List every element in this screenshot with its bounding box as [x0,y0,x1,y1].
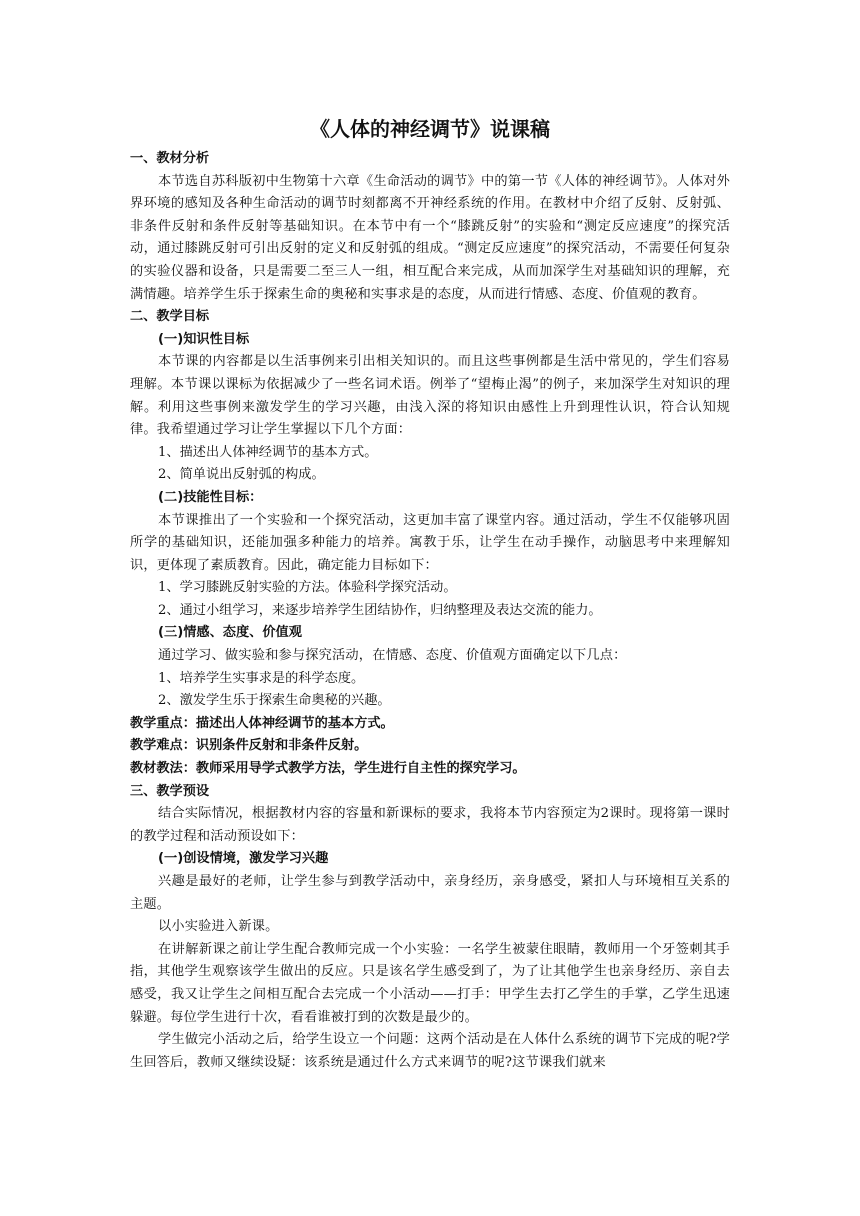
list-item: 2、激发学生乐于探索生命奥秘的兴趣。 [158,693,391,709]
section-heading-preset: 三、教学预设 [130,783,210,799]
document-body [130,110,730,1074]
subsection-heading-attitude: (三)情感、态度、价值观 [158,625,302,641]
paragraph: 以小实验进入新课。 [158,919,279,935]
list-item: 1、学习膝跳反射实验的方法。体验科学探究活动。 [158,580,457,596]
section-heading-analysis: 一、教材分析 [130,151,210,166]
subsection-heading-skills: (二)技能性目标： [158,489,263,505]
paragraph: 本节课的内容都是以生活事例来引出相关知识的。而且这些事例都是生活中常见的，学生们容易理解。本节课以课标为依据减少了一些名词术语。例举了“望梅止渴”的例子，来加深学生对知识的理解。利用这些事例来激发学生的学习兴趣，由浅入深的将知识由感性上升到理性认识，符合认知规律。我希望通过学习让学生掌握以下几个方面： [130,354,730,438]
subsection-heading-situation: (一)创设情境，激发学习兴趣 [158,851,329,867]
paragraph: 通过学习、做实验和参与探究活动，在情感、态度、价值观方面确定以下几点： [158,648,627,664]
paragraph: 学生做完小活动之后，给学生设立一个问题：这两个活动是在人体什么系统的调节下完成的呢?学生回答后，教师又继续设疑：该系统是通过什么方式来调节的呢?这节课我们就来 [130,1032,730,1070]
paragraph: 兴趣是最好的老师，让学生参与到教学活动中，亲身经历，亲身感受，紧扣人与环境相互关系的主题。 [130,874,730,912]
paragraph: 在讲解新课之前让学生配合教师完成一个小实验：一名学生被蒙住眼睛，教师用一个牙签刺其手指，其他学生观察该学生做出的反应。只是该名学生感受到了，为了让其他学生也亲身经历、亲自去感受，我又让学生之间相互配合去完成一个小活动——打手：甲学生去打乙学生的手掌，乙学生迅速躲避。每位学生进行十次，看看谁被打到的次数是最少的。 [130,941,730,1025]
subsection-heading-knowledge: (一)知识性目标 [158,331,250,347]
list-item: 2、通过小组学习，来逐步培养学生团结协作，归纳整理及表达交流的能力。 [158,602,602,618]
paragraph: 本节课推出了一个实验和一个探究活动，这更加丰富了课堂内容。通过活动，学生不仅能够巩固所学的基础知识，还能加强多种能力的培养。寓教于乐，让学生在动手操作，动脑思考中来理解知识，更体现了素质教育。因此，确定能力目标如下： [130,512,730,573]
teaching-method: 教材教法：教师采用导学式教学方法，学生进行自主性的探究学习。 [130,761,526,777]
list-item: 2、简单说出反射弧的构成。 [158,467,325,483]
paragraph: 本节选自苏科版初中生物第十六章《生命活动的调节》中的第一节《人体的神经调节》。人体对外界环境的感知及各种生命活动的调节时刻都离不开神经系统的作用。在教材中介绍了反射、反射弧、非条件反射和条件反射等基础知识。在本节中有一个“膝跳反射”的实验和“测定反应速度”的探究活动，通过膝跳反射可引出反射的定义和反射弧的组成。“测定反应速度”的探究活动，不需要任何复杂的实验仪器和设备，只是需要二至三人一组，相互配合来完成，从而加深学生对基础知识的理解，充满情趣。培养学生乐于探索生命的奥秘和实事求是的态度，从而进行情感、态度、价值观的教育。 [130,173,730,302]
list-item: 1、培养学生实事求是的科学态度。 [158,670,365,686]
document-title: 《人体的神经调节》说课稿 [310,117,550,141]
list-item: 1、描述出人体神经调节的基本方式。 [158,444,378,460]
paragraph: 结合实际情况，根据教材内容的容量和新课标的要求，我将本节内容预定为2课时。现将第一课时的教学过程和活动预设如下： [130,806,730,844]
difficult-point: 教学难点：识别条件反射和非条件反射。 [130,738,368,754]
section-heading-goals: 二、教学目标 [130,309,210,325]
key-point: 教学重点：描述出人体神经调节的基本方式。 [130,715,394,731]
